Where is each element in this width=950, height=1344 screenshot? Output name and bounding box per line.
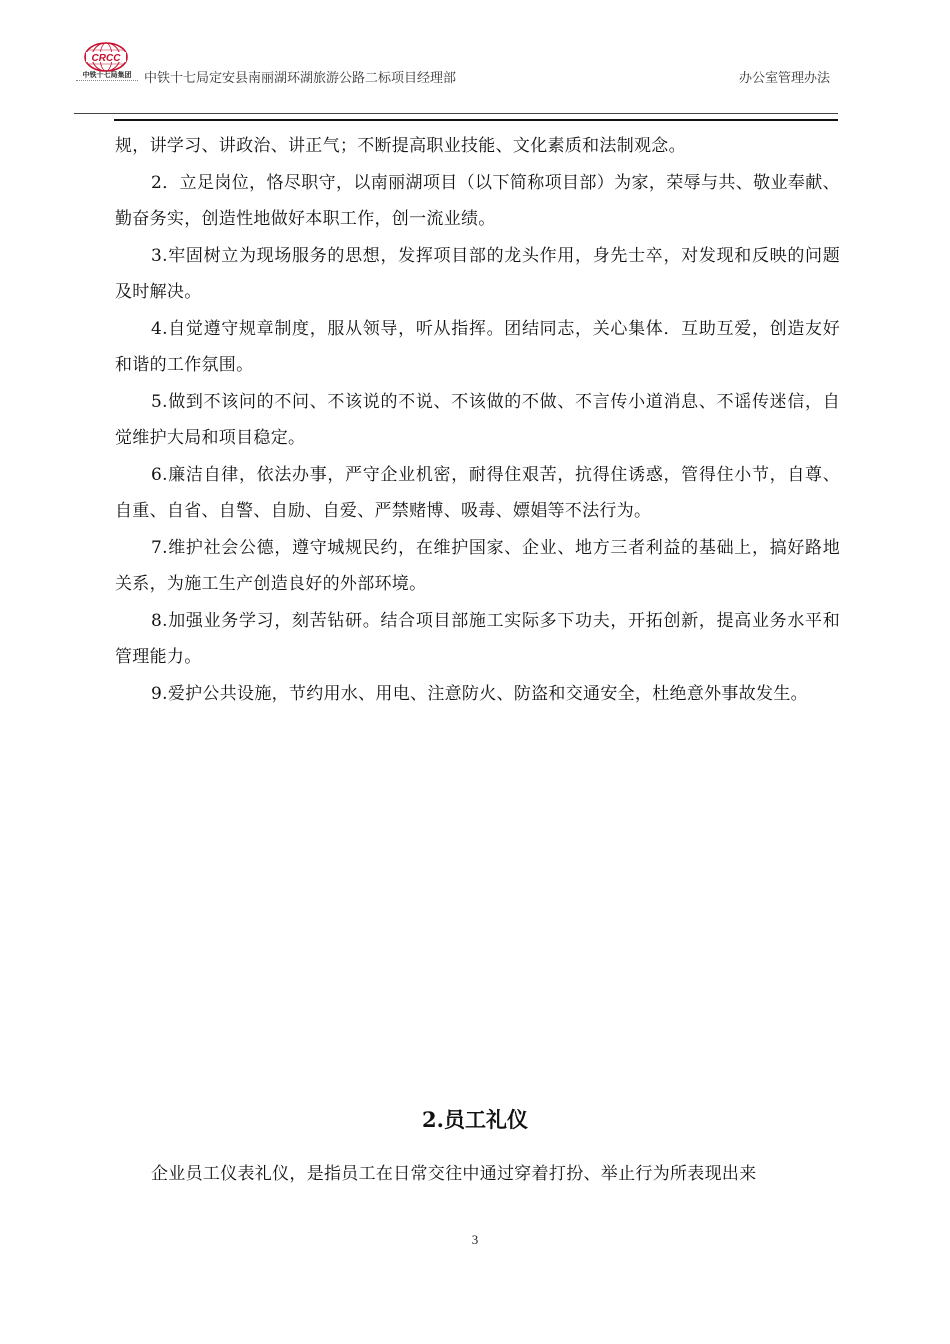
paragraph-item-9: 9.爱护公共设施，节约用水、用电、注意防火、防盗和交通安全，杜绝意外事故发生。 [151, 683, 808, 704]
paragraph-item-5: 5.做到不该问的不问、不该说的不说、不该做的不做、不言传小道消息、不谣传迷信，自觉维护大局和项目稳定。 [115, 391, 840, 448]
section-body [115, 1156, 840, 1193]
paragraph-item-6: 6.廉洁自律，依法办事，严守企业机密，耐得住艰苦，抗得住诱惑，管得住小节，自尊、自重、自省、自警、自励、自爱、严禁赌博、吸毒、嫖娼等不法行为。 [115, 464, 840, 521]
paragraph-item-3: 3.牢固树立为现场服务的思想，发挥项目部的龙头作用，身先士卒，对发现和反映的问题及时解决。 [115, 245, 840, 302]
header-divider-thick [114, 119, 838, 121]
document-body [115, 128, 840, 712]
page-number: 3 [471, 1232, 479, 1247]
paragraph-item-2: 2．立足岗位，恪尽职守，以南丽湖项目（以下简称项目部）为家，荣辱与共、敬业奉献、勤奋务实，创造性地做好本职工作，创一流业绩。 [115, 172, 840, 229]
logo-underline [76, 80, 138, 83]
section-heading: 2.员工礼仪 [422, 1107, 528, 1132]
paragraph-continuation: 规，讲学习、讲政治、讲正气；不断提高职业技能、文化素质和法制观念。 [115, 136, 686, 156]
logo-label: 中铁十七局集团 [82, 71, 132, 79]
paragraph-item-8: 8.加强业务学习，刻苦钻研。结合项目部施工实际多下功夫，开拓创新，提高业务水平和管理能力。 [115, 610, 840, 667]
crcc-logo-icon [80, 40, 132, 74]
header-project-name: 中铁十七局定安县南丽湖环湖旅游公路二标项目经理部 [144, 71, 457, 86]
svg-text:CRCC: CRCC [91, 53, 121, 64]
header-document-title: 办公室管理办法 [738, 71, 830, 86]
page-header [74, 40, 838, 122]
paragraph-item-4: 4.自觉遵守规章制度，服从领导，听从指挥。团结同志，关心集体．互助互爱，创造友好和谐的工作氛围。 [115, 318, 840, 375]
paragraph-item-7: 7.维护社会公德，遵守城规民约，在维护国家、企业、地方三者利益的基础上，搞好路地关系，为施工生产创造良好的外部环境。 [115, 537, 840, 594]
section-paragraph: 企业员工仪表礼仪，是指员工在日常交往中通过穿着打扮、举止行为所表现出来 [151, 1164, 757, 1184]
company-logo [74, 40, 138, 88]
header-divider-thin [74, 113, 838, 114]
